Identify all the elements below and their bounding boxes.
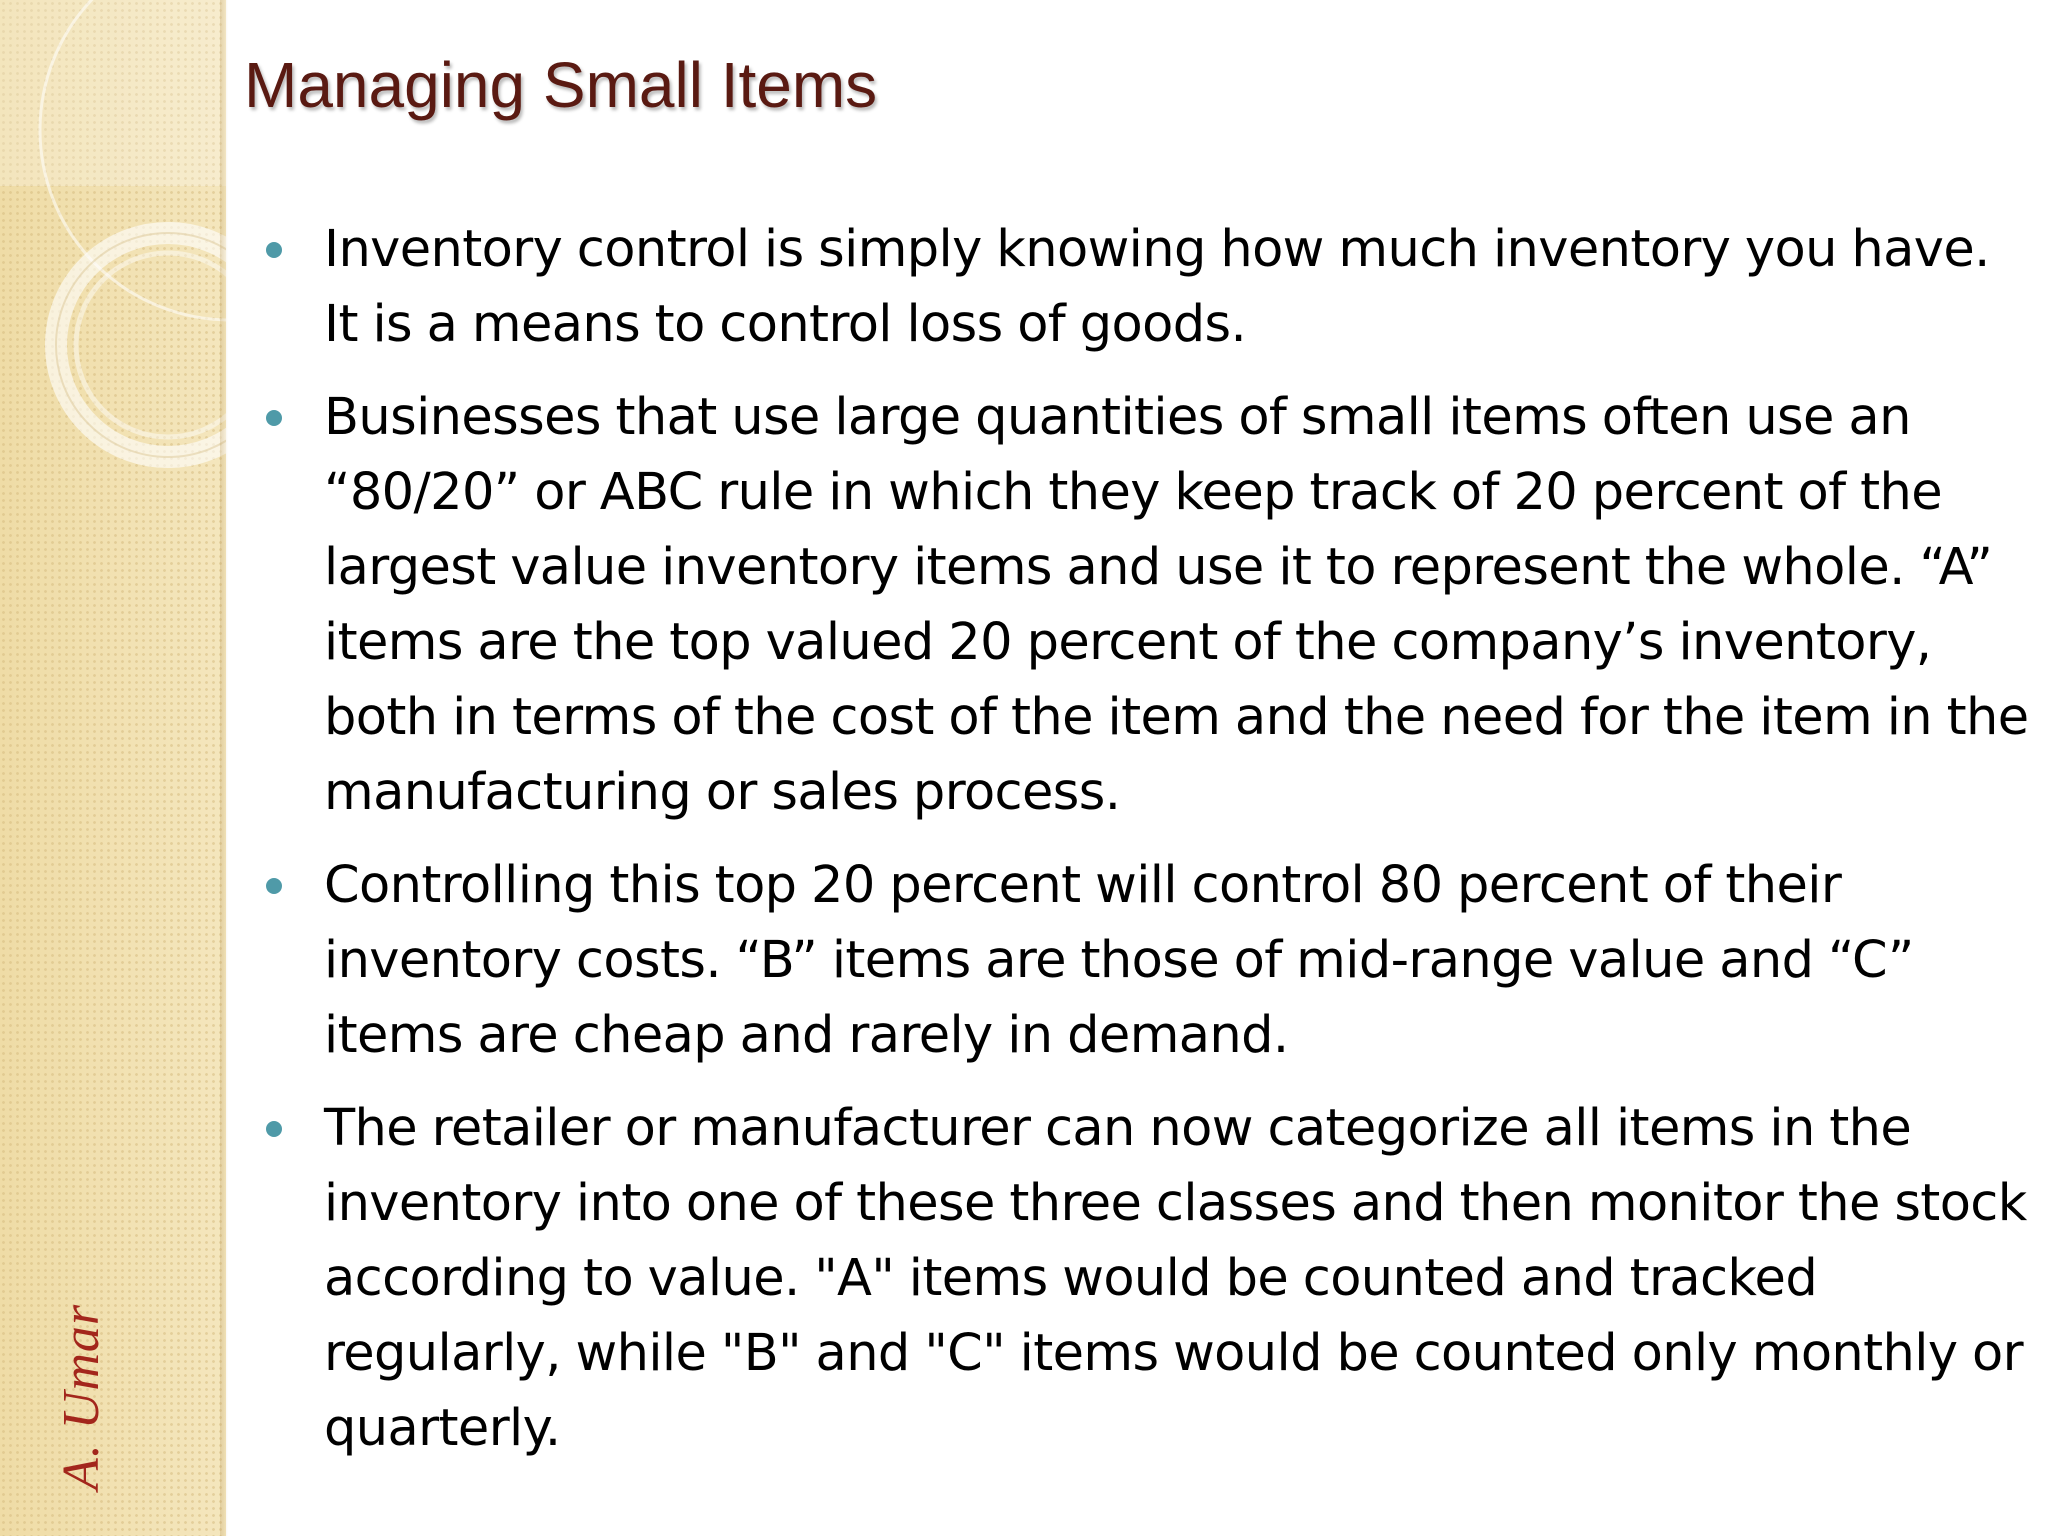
author-signature: A. Umar bbox=[53, 1303, 110, 1490]
decorative-sidebar bbox=[0, 0, 226, 1536]
bullet-dot-icon bbox=[266, 1121, 282, 1137]
bullet-dot-icon bbox=[266, 242, 282, 258]
bullet-dot-icon bbox=[266, 878, 282, 894]
bullet-dot-icon bbox=[266, 410, 282, 426]
bullet-item bbox=[262, 848, 2032, 1073]
decorative-rings-icon bbox=[0, 0, 226, 520]
bullet-text: Businesses that use large quantities of small items often use an “80/20” or ABC rule in which they keep track of 20 percent of the largest value inventory items and use it to represent the whole. “A” items are the top valued 20 percent of the company’s inventory, both in terms of the cost of the item and the need for the item in the manufacturing or sales process. bbox=[324, 388, 2029, 822]
bullet-item bbox=[262, 212, 2032, 362]
sidebar-shadow bbox=[220, 0, 228, 1536]
bullet-list bbox=[262, 212, 2032, 1484]
bullet-item bbox=[262, 1091, 2032, 1466]
bullet-text: Controlling this top 20 percent will control 80 percent of their inventory costs. “B” items are those of mid-range value and “C” items are cheap and rarely in demand. bbox=[324, 856, 1914, 1065]
slide-title: Managing Small Items bbox=[244, 49, 878, 121]
bullet-text: Inventory control is simply knowing how much inventory you have. It is a means to control loss of goods. bbox=[324, 220, 1990, 354]
bullet-item bbox=[262, 380, 2032, 830]
bullet-text: The retailer or manufacturer can now categorize all items in the inventory into one of these three classes and then monitor the stock according to value. "A" items would be counted and tracked regularly, while "B" and "C" items would be counted only monthly or quarterly. bbox=[324, 1099, 2027, 1458]
